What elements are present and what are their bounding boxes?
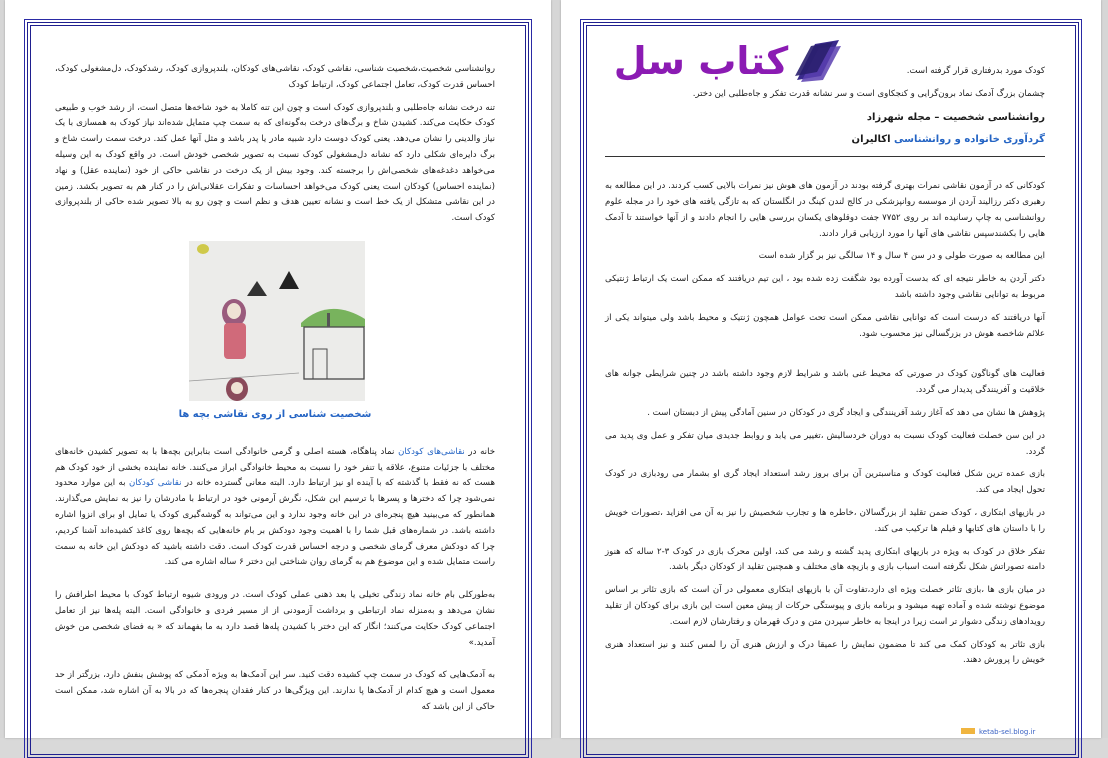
house-text-start: خانه در xyxy=(464,446,496,457)
research-paragraph: پژوهش ها نشان می دهد که آغاز رشد آفرینندگی و ایجاد گری در کودکان در سنین آمادگی پیش از دبستان است . xyxy=(647,407,1045,418)
roof-paragraph: به‌طورکلی بام خانه نماد زندگی تخیلی یا بعد ذهنی عملی کودک است. در ورودی شیوه ارتباط کودک با محیط اطرافش را نشان می‌دهد و به‌منزله نماد ارتباطی و برداشت آزمودنی از از مسیر فردی و خانوادگی است. البته پله‌ها نیز از تعامل اجتماعی کودک حکایت می‌کنند؛ انگار که این دختر با کشیدن پله‌ها قصد دارد به ما بفهماند که « به فضای شخصی من خوش آمدید.» xyxy=(55,590,495,648)
theater-paragraph: در میان بازی ها ،بازی تئاتر خصلت ویژه ای دارد،تفاوت آن با بازیهای ابتکاری معمولی در آن است که بازی تئاتر بر اساس موضوع نوشته شده و آماده تهیه میشود و برنامه بازی و پیوستگی حرکات از پیش معین است این بازی برای کودکان از تقلید رویدادهای زندگی دشوار تر است زیرا در اینجا به خاطر سپردن متن و درک قهرمان و رفتارشان لازم است. xyxy=(605,585,1045,627)
article-headline: روانشناسی شخصیت – مجله شهرزاد xyxy=(866,111,1045,123)
link-child-drawing[interactable]: نقاشی کودکان xyxy=(128,478,182,489)
page-right xyxy=(561,0,1101,738)
child-drawing-image xyxy=(189,241,365,401)
house-text-end: به این موارد محدود نمی‌شود چرا که دخترها و پسرها با ترسیم این شکل، نگرش آرمونی خود در ارتباط با مادرشان را نیز به نمایش می‌گذارند. همانطور که می‌بینید هیچ پنجره‌ای در این خانه وجود ندارد و این می‌تواند به گوشه‌گیری کودک یا تمایل او برای انزوا اشاره داشته باشد. در شماره‌های قبل شما را با اهمیت وجود دودکش بر بام خانه‌هایی که بچه‌ها روی کاغذ کشیده‌اند آشنا کردیم، چرا که دودکش معرف گرمای شخصی و درجه احساس قدرت کودک است. دقت داشته باشید که دودکش این خانه به سمت راست متمایل شده و این موضوع هم به گرمای روان شناختی این دختر ۶ ساله اشاره می کند. xyxy=(55,478,495,568)
article-subhead xyxy=(605,132,1045,148)
footer-watermark xyxy=(961,728,1101,738)
page-left xyxy=(5,0,551,738)
age-paragraph: در این سن خصلت فعالیت کودک نسبت به دوران خردسالیش ،تغییر می یابد و روابط جدیدی میان تفکر و عمل وی پدید می گردد. xyxy=(605,430,1045,457)
intro-line-2: چشمان بزرگ آدمک نماد برون‌گرایی و کنجکاوی است و سر نشانه قدرت تفکر و جاه‌طلبی این دختر. xyxy=(692,88,1045,99)
house-paragraph xyxy=(55,445,495,571)
keywords-paragraph: روانشناسی شخصیت،شخصیت شناسی، نقاشی کودک، نقاشی‌های کودکان، بلندپروازی کودک، رشدکودک، دل‌مشغولی کودک، احساس قدرت کودک، تعامل اجتماعی کودک، ارتباط کودک xyxy=(55,64,495,90)
drawing-svg xyxy=(189,241,365,401)
tree-paragraph: تنه درخت نشانه جاه‌طلبی و بلندپروازی کودک است و چون این تنه کاملا به خود شاخه‌ها متصل است، از رشد خوب و طبیعی کودک حکایت می‌کند. کشیدن شاخ و برگ‌های درخت به‌گونه‌ای که به سمت چپ متمایل شده‌اند نیاز کودک به همسازی با یک نیاز والدینی را نشان می‌دهد. یعنی کودک دوست دارد شبیه مادر یا پدر باشد و مثل آنها عمل کند. درخت سمت راست شاخ و برگ دایره‌ای شکلی دارد که نشانه دل‌مشغولی کودک نسبت به تصویر شخصی خودش است. در واقع کودک به این وسیله می‌خواهد دغدغه‌های شخصی‌اش را برجسته کند. وجود بیش از یک درخت در نقاشی حاکی از خود (نماینده عقل) و نهاد (نماینده احساس) کودکان است یعنی کودک می‌خواهد احساسات و تفکرات عقلانی‌اش را در کنار هم به تصویر بکشد. زمین در این نقاشی متشکل از یک خط است و نشانه تعیین هدف و نظم است و چون رو به بالا تصویر شده حاکی از بلندپروازی کودک است. xyxy=(55,102,495,224)
creative-play-paragraph: در بازیهای ابتکاری ، کودک ضمن تقلید از بزرگسالان ،خاطره ها و تجارب شخصیش را نیز به آن می افزاید ،تصورات خویش را با داستان های کتابها و فیلم ها ترکیب می کند. xyxy=(605,507,1045,534)
house-text-middle: نماد پناهگاه، هسته اصلی و گرمی خانوادگی است بنابراین بچه‌ها با به تصویر کشیدن خانه‌های مختلف با جزئیات متنوع، علاقه یا تنفر خود را نسبت به محیط خانوادگی ابراز می‌کنند. خانه نماینده بخشی از خود کودک هم هست که نه فقط با گذشته که با آینده او نیز ارتباط دارد. البته معانی گسترده خانه در xyxy=(55,446,495,489)
longitudinal-paragraph: این مطالعه به صورت طولی و در سن ۴ سال و ۱۴ سالگی نیز بر گزار شده است xyxy=(758,251,1045,262)
intelligence-paragraph: آنها دریافتند که درست است که توانایی نقاشی ممکن است تحت عوامل همچون ژنتیک و محیط باشد ولی میتواند یکی از علائم شاخصه هوش در بزرگسالی نیز محسوب شود. xyxy=(605,312,1045,339)
study-paragraph: کودکانی که در آزمون نقاشی نمرات بهتری گرفته بودند در آزمون های هوش نیز نمرات بالایی کسب کردند. در این مطالعه به رهبری دکتر رزالیند آردن از موسسه روانپزشکی در کالج لندن کینگ در انگلستان که به تازگی یافته های خود را در مجله علوم روانشناسی به چاپ رسانیده اند بر روی ۷۷۵۲ جفت دوقلوهای یکسان بررسی هایی را انجام دادند و از آنها خواستند تا آدمک هایی را بکشندسپس نقاشی های آنها را مورد ارزیابی قرار دادند. xyxy=(605,181,1045,239)
subhead-link[interactable]: گردآوری خانواده و روانشناسی xyxy=(894,134,1045,146)
genetic-paragraph: دکتر آردن به خاطر نتیجه ای که بدست آورده بود شگفت زده شده بود ، این تیم دریافتند که ممکن است یک ارتباط ژنتیکی مربوط به توانایی نقاشی وجود داشته باشد xyxy=(605,274,1045,300)
image-caption: شخصیت شناسی از روی نقاشی بچه ها xyxy=(178,408,372,420)
subhead-tail: اکالیران xyxy=(851,134,895,146)
page-left-content xyxy=(55,62,495,723)
footer-dot xyxy=(961,728,975,734)
creative-thinking-paragraph: تفکر خلاق در کودک به ویژه در بازیهای ابتکاری پدید گشته و رشد می کند، اولین محرک بازی در کودک ۳-۲ ساله که هنوز دامنه تصوراتش شکل نگرفته است اسباب بازی و بازیچه های مختلف و همچنین تقلید از کودکان دیگر باشد. xyxy=(605,546,1045,573)
play-paragraph: بازی عمده ترین شکل فعالیت کودک و مناسبترین آن برای بروز رشد استعداد ایجاد گری او بشمار می رودبازی در کودک تحول ایجاد می کند. xyxy=(605,469,1045,496)
creativity-paragraph: فعالیت های گوناگون کودک در صورتی که محیط غنی باشد و شرایط لازم وجود داشته باشد در چنین شرایطی جوانه های خلاقیت و آفرینندگی پدیدار می گردد. xyxy=(605,369,1045,396)
figures-paragraph: به آدمک‌هایی که کودک در سمت چپ کشیده دقت کنید. سر این آدمک‌ها به ویژه آدمکی که پوشش بنفش دارد، بزرگتر از حد معمول است و هیچ کدام از آدمک‌ها پا ندارند. این ویژگی‌ها در کنار فقدان پنجره‌ها که در بالا به آن اشاره شد، ممکن است حاکی از این باشد که xyxy=(55,670,495,712)
footer-text: ketab-sel.blog.ir xyxy=(979,728,1036,736)
intro-line-1: کودک مورد بدرفتاری قرار گرفته است. xyxy=(906,66,1045,76)
page-right-content xyxy=(605,64,1045,676)
divider xyxy=(605,156,1045,157)
logo-text: کتاب سل xyxy=(613,39,789,83)
theater-benefit-paragraph: بازی تئاتر به کودکان کمک می کند تا مضمون نمایش را عمیقا درک و ارزش هنری آن را لمس کنند و نیز استعداد هنری خویش را پرورش دهند. xyxy=(605,639,1045,666)
link-children-drawings[interactable]: نقاشی‌های کودکان xyxy=(398,446,465,457)
